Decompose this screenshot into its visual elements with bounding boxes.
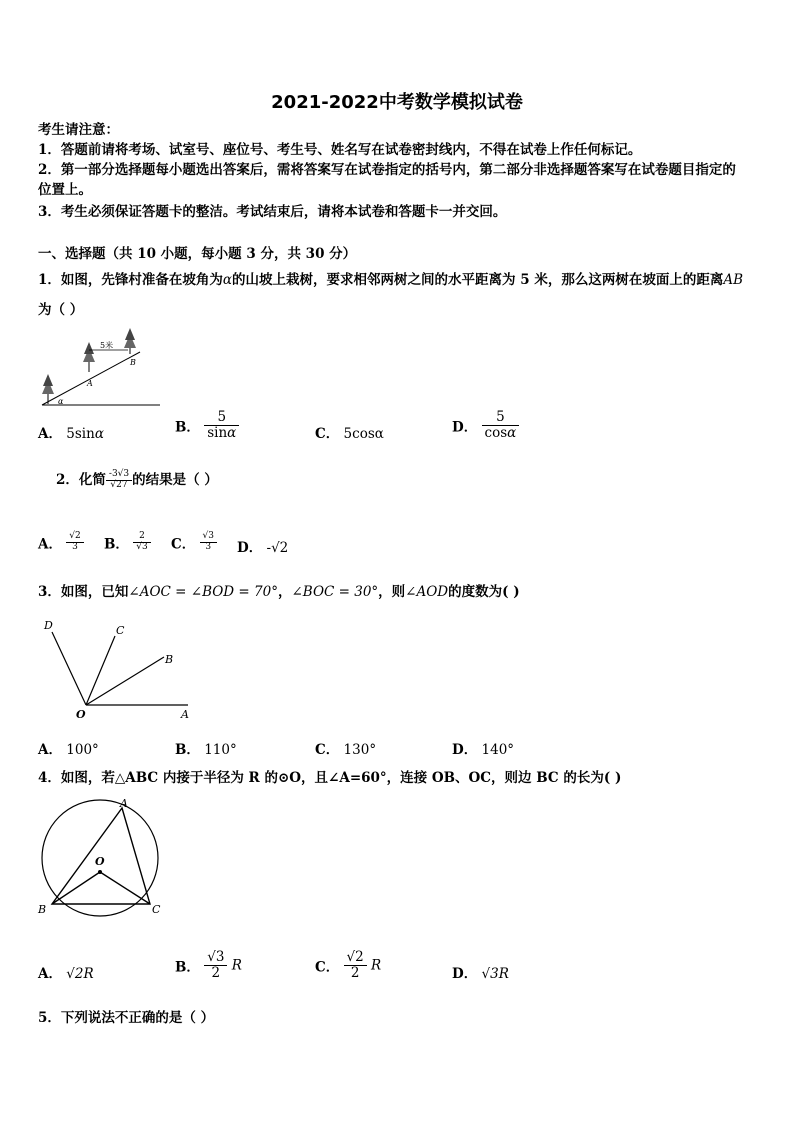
alpha-symbol: α [227, 424, 237, 441]
option-letter: B． [104, 536, 129, 553]
option-letter: B． [175, 959, 200, 976]
option-letter: D． [237, 540, 263, 556]
den-text: sin [207, 424, 228, 441]
q2-text [56, 470, 218, 491]
option-letter: A． [38, 742, 62, 758]
numerator: -3√3 [106, 470, 132, 481]
q3-option-d[interactable] [452, 738, 514, 758]
q3-option-a[interactable] [38, 738, 99, 758]
label-c: C [116, 624, 125, 637]
option-letter: A． [38, 966, 62, 982]
q1-option-c[interactable] [315, 422, 384, 442]
option-r: R [371, 957, 382, 974]
notice-heading: 考生请注意： [38, 122, 119, 138]
q2-text-part2: 的结果是（ ） [132, 472, 218, 488]
ray-od [52, 632, 86, 705]
tree-icon [83, 342, 95, 372]
q5-text: 5．下列说法不正确的是（ ） [38, 1010, 215, 1026]
option-value: -√2 [266, 540, 289, 556]
q4-option-c[interactable] [315, 950, 381, 981]
q3-option-b[interactable] [175, 738, 237, 758]
q3-math-1: ∠AOC = ∠BOD = 70° [128, 584, 278, 600]
label-d: D [44, 619, 53, 632]
option-fraction [204, 950, 227, 981]
option-letter: D． [452, 419, 478, 436]
option-value: 140° [481, 742, 515, 758]
q4-option-b[interactable] [175, 950, 242, 981]
option-letter: D． [452, 742, 478, 758]
q3-text [38, 582, 520, 602]
option-value: √3R [481, 966, 509, 982]
denominator: 3 [72, 541, 78, 552]
q3-math-2: ∠BOC = 30° [291, 584, 379, 600]
den-text: cos [484, 424, 508, 441]
denominator: √3 [136, 541, 148, 552]
numerator: √2 [344, 950, 367, 966]
option-value: 5cosα [343, 426, 384, 442]
option-letter: C． [315, 742, 340, 758]
alpha-symbol: α [507, 424, 517, 441]
q3-text-part3: 的度数为( ) [448, 584, 520, 600]
q1-option-d[interactable] [452, 410, 519, 441]
option-letter: B． [175, 419, 200, 436]
option-letter: A． [38, 426, 62, 442]
q2-option-b[interactable] [104, 532, 151, 553]
q4-option-d[interactable] [452, 962, 509, 982]
alpha-symbol: α [94, 426, 104, 442]
q2-option-d[interactable] [237, 536, 288, 556]
denominator [482, 426, 520, 441]
q3-separator: ， [277, 584, 292, 600]
option-fraction [133, 532, 150, 553]
option-value: √2R [66, 966, 94, 982]
option-letter: D． [452, 966, 478, 982]
numerator: √3 [204, 950, 227, 966]
denominator: √27 [110, 480, 128, 490]
denominator: 3 [205, 541, 212, 552]
q1-text [38, 270, 743, 290]
q1-text-part1: 1．如图，先锋村准备在坡角为 [38, 272, 223, 288]
q3-option-c[interactable] [315, 738, 376, 758]
label-a: A [120, 797, 128, 810]
point-b-label: B [130, 358, 136, 367]
notice-item-3: 3．考生必须保证答题卡的整洁。考试结束后，请将本试卷和答题卡一并交回。 [38, 204, 507, 220]
option-fraction [344, 950, 367, 981]
label-b: B [165, 653, 174, 666]
label-b: B [38, 903, 47, 916]
q3-angle-figure [38, 614, 198, 724]
page-title: 2021-2022中考数学模拟试卷 [271, 92, 523, 113]
q1-alpha: α [222, 272, 233, 288]
ray-ob [86, 657, 164, 705]
label-a: A [181, 708, 189, 721]
option-fraction [200, 532, 217, 553]
option-r: R [231, 957, 242, 974]
q3-text-part1: 3．如图，已知 [38, 584, 129, 600]
point-a-label: A [87, 379, 93, 388]
denominator: 2 [211, 964, 221, 981]
q4-circle-figure [36, 796, 170, 920]
q1-option-b[interactable] [175, 410, 239, 441]
q2-text-part1: 2．化简 [56, 472, 106, 488]
distance-label: 5米 [100, 341, 114, 350]
numerator: √2 [66, 532, 83, 543]
option-value: 130° [343, 742, 377, 758]
q1-slope-figure [36, 322, 166, 412]
option-fraction [66, 532, 83, 553]
q3-text-part2: ，则 [378, 584, 406, 600]
denominator: 2 [350, 964, 360, 981]
segment-ob [52, 872, 100, 904]
numerator: 5 [204, 410, 239, 426]
q4-option-a[interactable] [38, 962, 94, 982]
notice-item-2: 2．第一部分选择题每小题选出答案后，需将答案写在试卷指定的括号内，第二部分非选择题答案写在试卷题目指定的 [38, 162, 736, 178]
option-letter: C． [315, 959, 340, 976]
angle-alpha-label: α [58, 397, 64, 406]
option-letter: C． [315, 426, 340, 442]
option-fraction [204, 410, 239, 441]
option-value: 5sin [66, 426, 95, 442]
q2-option-c[interactable] [171, 532, 217, 553]
q1-text-part2: 的山坡上栽树，要求相邻两树之间的水平距离为 5 米，那么这两树在坡面上的距离 [232, 272, 724, 288]
q4-text: 4．如图，若△ABC 内接于半径为 R 的⊙O，且∠A=60°，连接 OB、OC，则边 BC 的长为( ) [38, 770, 622, 786]
numerator: √3 [200, 532, 217, 543]
q3-math-3: ∠AOD [405, 584, 449, 600]
section-heading: 一、选择题（共 10 小题，每小题 3 分，共 30 分） [38, 246, 357, 262]
option-letter: C． [171, 536, 196, 553]
ray-oc [86, 636, 115, 705]
label-o: O [95, 855, 105, 868]
option-value: 100° [66, 742, 99, 758]
label-c: C [152, 903, 161, 916]
notice-item-2-cont: 位置上。 [38, 182, 92, 198]
option-fraction [482, 410, 520, 441]
numerator: 5 [482, 410, 520, 426]
option-letter: A． [38, 536, 62, 553]
q1-ab: AB [723, 272, 743, 288]
denominator [204, 426, 239, 441]
option-value: 110° [204, 742, 237, 758]
q2-option-a[interactable] [38, 532, 84, 553]
q2-fraction [106, 470, 132, 491]
center-point [98, 870, 102, 874]
numerator: 2 [133, 532, 150, 543]
q1-option-a[interactable] [38, 422, 104, 442]
q1-text-end: 为（ ） [38, 302, 84, 318]
option-letter: B． [175, 742, 200, 758]
notice-item-1: 1．答题前请将考场、试室号、座位号、考生号、姓名写在试卷密封线内，不得在试卷上作任何标记。 [38, 142, 642, 158]
label-o: O [76, 708, 86, 721]
